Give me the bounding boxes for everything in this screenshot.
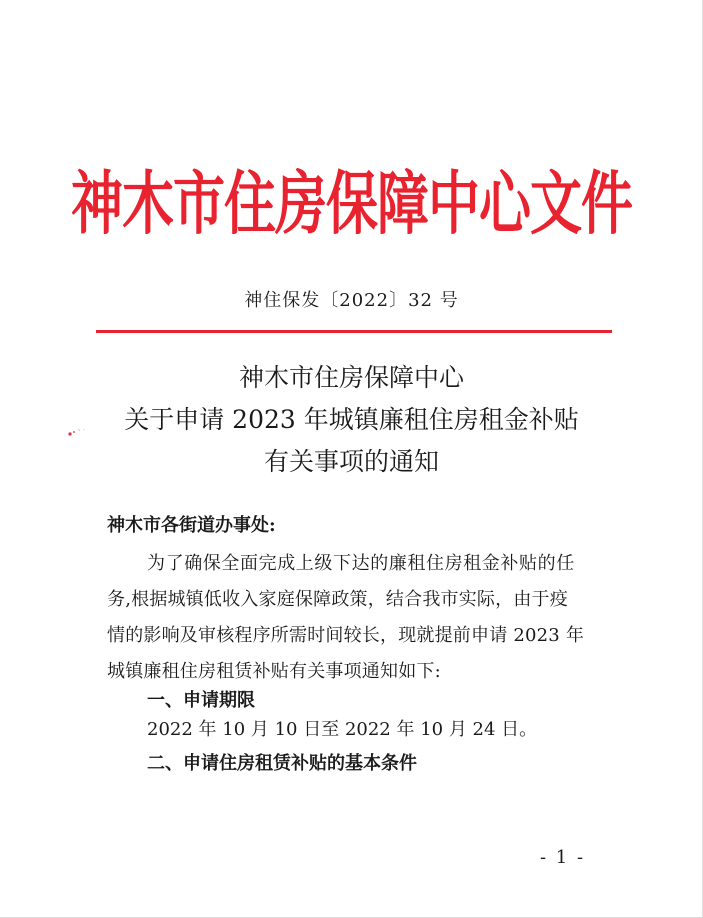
addressee: 神木市各街道办事处: <box>107 515 276 536</box>
application-period-text: 2022 年 10 月 10 日至 2022 年 10 月 24 日。 <box>147 719 538 740</box>
paragraph-line: 为了确保全面完成上级下达的廉租住房租金补贴的任 <box>147 553 575 574</box>
notice-title-line-1: 神木市住房保障中心 <box>238 363 464 392</box>
notice-title-line-3: 有关事项的通知 <box>263 447 439 476</box>
paragraph-line: 务,根据城镇低收入家庭保障政策，结合我市实际，由于疫 <box>107 589 568 610</box>
section-heading-basic-conditions: 二、申请住房租赁补贴的基本条件 <box>147 753 417 774</box>
section-heading-application-period: 一、申请期限 <box>147 690 255 711</box>
page-number: - 1 - <box>540 847 586 868</box>
issuer-header: 神木市住房保障中心文件 <box>70 164 632 245</box>
paragraph-line: 城镇廉租住房租赁补贴有关事项通知如下: <box>107 661 441 682</box>
red-divider <box>96 330 612 333</box>
document-number: 神住保发〔2022〕32 号 <box>244 290 459 311</box>
notice-title-line-2: 关于申请 2023 年城镇廉租住房租金补贴 <box>124 405 579 434</box>
paragraph-line: 情的影响及审核程序所需时间较长，现就提前申请 2023 年 <box>107 625 585 646</box>
